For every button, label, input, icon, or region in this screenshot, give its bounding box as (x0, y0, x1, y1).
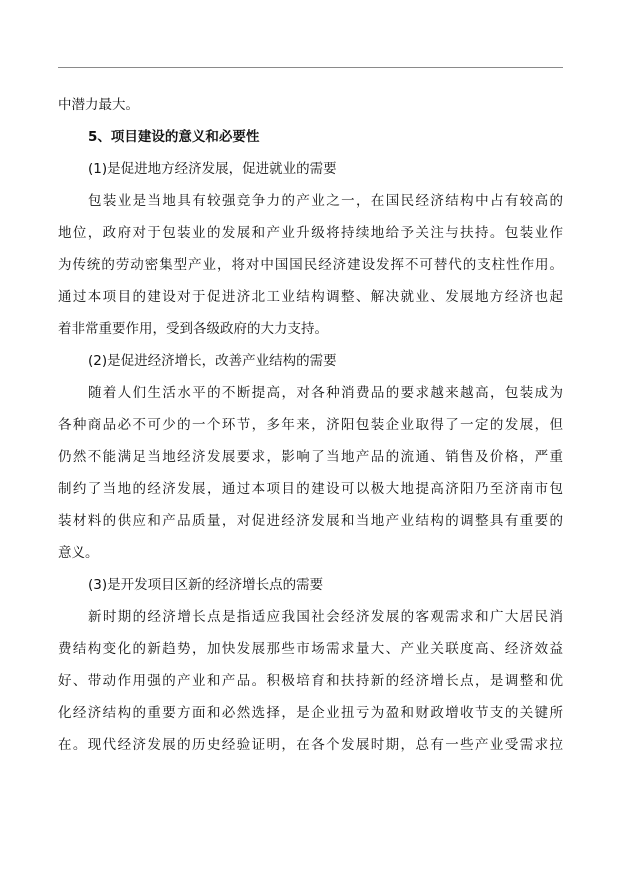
paragraph-1-line-4: 通过本项目的建设对于促进济北工业结构调整、解决就业、发展地方经济也起 (58, 289, 563, 305)
paragraph-2-line-3: 仍然不能满足当地经济发展要求，影响了当地产品的流通、销售及价格，严重 (58, 449, 563, 465)
paragraph-2-line-5: 装材料的供应和产品质量，对促进经济发展和当地产业结构的调整具有重要的 (58, 513, 563, 529)
paragraph-2-line-2: 各种商品必不可少的一个环节，多年来，济阳包装企业取得了一定的发展，但 (58, 417, 563, 433)
subheading-3: (3)是开发项目区新的经济增长点的需要 (88, 577, 324, 593)
paragraph-3-line-4: 化经济结构的重要方面和必然选择，是企业扭亏为盈和财政增收节支的关键所 (58, 705, 563, 721)
paragraph-2-line-4: 制约了当地的经济发展，通过本项目的建设可以极大地提高济阳乃至济南市包 (58, 481, 563, 497)
paragraph-3-line-3: 好、带动作用强的产业和产品。积极培育和扶持新的经济增长点，是调整和优 (58, 673, 563, 689)
paragraph-1-line-3: 为传统的劳动密集型产业，将对中国国民经济建设发挥不可替代的支柱性作用。 (58, 257, 563, 273)
paragraph-continuation-line: 中潜力最大。 (58, 97, 139, 113)
paragraph-1-line-2: 地位，政府对于包装业的发展和产业升级将持续地给予关注与扶持。包装业作 (58, 225, 563, 241)
paragraph-3-line-1: 新时期的经济增长点是指适应我国社会经济发展的客观需求和广大居民消 (88, 609, 563, 625)
subheading-1: (1)是促进地方经济发展，促进就业的需要 (88, 161, 337, 177)
section-heading: 5、项目建设的意义和必要性 (88, 129, 260, 145)
paragraph-1-line-1: 包装业是当地具有较强竞争力的产业之一，在国民经济结构中占有较高的 (88, 193, 563, 209)
paragraph-2-line-6: 意义。 (58, 545, 99, 561)
subheading-2: (2)是促进经济增长，改善产业结构的需要 (88, 353, 337, 369)
paragraph-3-line-5: 在。现代经济发展的历史经验证明，在各个发展时期，总有一些产业受需求拉 (58, 737, 563, 753)
paragraph-2-line-1: 随着人们生活水平的不断提高，对各种消费品的要求越来越高，包装成为 (88, 385, 563, 401)
paragraph-3-line-2: 费结构变化的新趋势，加快发展那些市场需求量大、产业关联度高、经济效益 (58, 641, 563, 657)
header-rule (58, 67, 563, 68)
paragraph-1-line-5: 着非常重要作用，受到各级政府的大力支持。 (58, 321, 328, 337)
document-body (58, 89, 563, 761)
